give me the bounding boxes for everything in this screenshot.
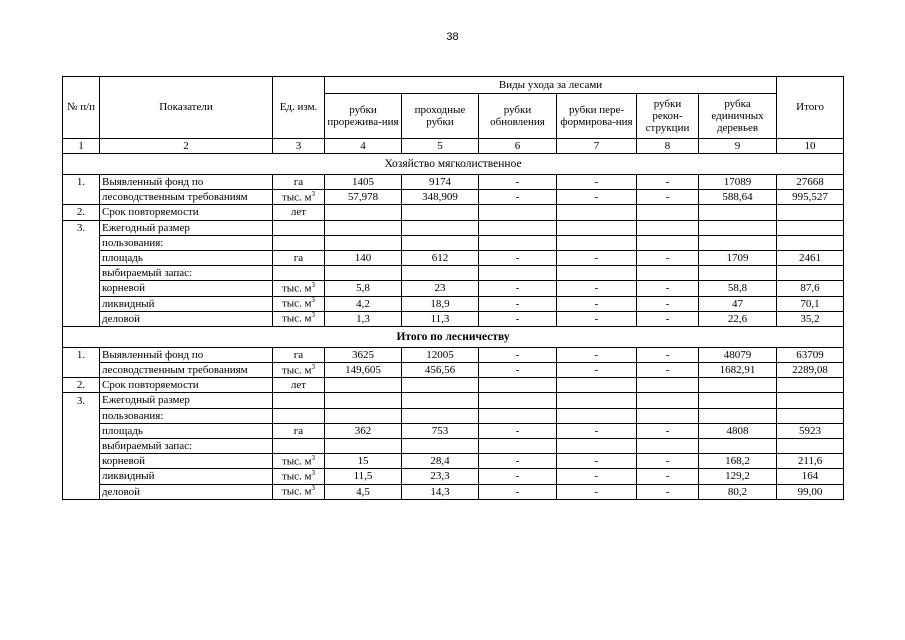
- value-cell: -: [479, 281, 557, 296]
- header-row-1: [63, 77, 844, 94]
- row-number: 1.: [63, 175, 100, 190]
- value-cell: [699, 378, 777, 393]
- unit-text: тыс. м: [281, 455, 312, 468]
- header-unit: Ед. изм.: [273, 77, 325, 139]
- row-number: [63, 250, 100, 265]
- row-number: 3.: [63, 393, 100, 408]
- unit-text: тыс. м: [281, 313, 312, 326]
- row-unit: [273, 235, 325, 250]
- value-cell: [557, 220, 637, 235]
- value-cell: [557, 235, 637, 250]
- value-cell: -: [557, 250, 637, 265]
- value-cell: -: [637, 175, 699, 190]
- value-cell: -: [557, 363, 637, 378]
- value-cell: -: [479, 423, 557, 438]
- row-label: пользования:: [100, 235, 273, 250]
- unit-superscript: 3: [311, 453, 316, 462]
- unit-text: лет: [290, 379, 307, 392]
- row-number: 3.: [63, 220, 100, 235]
- table-row: [63, 454, 844, 469]
- value-cell: -: [479, 454, 557, 469]
- row-unit: [273, 205, 325, 220]
- value-cell: 4,5: [325, 484, 402, 499]
- table-row: [63, 190, 844, 205]
- row-number: [63, 266, 100, 281]
- forest-care-table: [62, 76, 844, 500]
- value-cell: -: [557, 175, 637, 190]
- value-cell: 80,2: [699, 484, 777, 499]
- value-cell: [479, 439, 557, 454]
- table-row: [63, 296, 844, 311]
- value-cell: -: [637, 190, 699, 205]
- value-cell: -: [557, 311, 637, 326]
- header-reconstruction-cuts: рубки рекон-струкции: [637, 94, 699, 139]
- header-no: № п/п: [63, 77, 100, 139]
- value-cell: [325, 205, 402, 220]
- section-header-row: [63, 326, 844, 347]
- header-care-types: Виды ухода за лесами: [325, 77, 777, 94]
- row-unit: [273, 363, 325, 378]
- row-unit: [273, 281, 325, 296]
- col-number: 2: [100, 139, 273, 154]
- value-cell: 63709: [777, 347, 844, 362]
- value-cell: -: [637, 484, 699, 499]
- value-cell: 362: [325, 423, 402, 438]
- value-cell: [637, 378, 699, 393]
- value-cell: 588,64: [699, 190, 777, 205]
- header-thinning: рубки прорежива-ния: [325, 94, 402, 139]
- value-cell: 348,909: [402, 190, 479, 205]
- table-row: [63, 281, 844, 296]
- row-unit: [273, 469, 325, 484]
- value-cell: 17089: [699, 175, 777, 190]
- value-cell: 753: [402, 423, 479, 438]
- value-cell: [699, 393, 777, 408]
- value-cell: 18,9: [402, 296, 479, 311]
- value-cell: -: [479, 469, 557, 484]
- value-cell: 58,8: [699, 281, 777, 296]
- value-cell: [402, 235, 479, 250]
- header-renewal-cuts: рубки обновления: [479, 94, 557, 139]
- value-cell: 5,8: [325, 281, 402, 296]
- row-label: площадь: [100, 250, 273, 265]
- row-unit: [273, 423, 325, 438]
- table-row: [63, 311, 844, 326]
- unit-text: тыс. м: [281, 485, 312, 498]
- value-cell: -: [557, 347, 637, 362]
- section-title: Итого по лесничеству: [63, 326, 844, 347]
- unit-text: га: [293, 348, 304, 361]
- value-cell: [479, 205, 557, 220]
- value-cell: [557, 393, 637, 408]
- unit-text: тыс. м: [281, 191, 312, 204]
- row-unit: [273, 175, 325, 190]
- header-single-tree-cut: рубка единичных деревьев: [699, 94, 777, 139]
- value-cell: [777, 408, 844, 423]
- unit-text: лет: [290, 206, 307, 219]
- value-cell: 211,6: [777, 454, 844, 469]
- row-label: корневой: [100, 454, 273, 469]
- row-label: ликвидный: [100, 296, 273, 311]
- value-cell: -: [557, 190, 637, 205]
- header-indicators: Показатели: [100, 77, 273, 139]
- value-cell: -: [479, 175, 557, 190]
- table-row: [63, 175, 844, 190]
- row-unit: [273, 296, 325, 311]
- unit-superscript: 3: [311, 362, 316, 371]
- value-cell: 2289,08: [777, 363, 844, 378]
- table-row: [63, 266, 844, 281]
- page-number: 38: [446, 31, 459, 43]
- value-cell: [325, 439, 402, 454]
- row-number: 2.: [63, 205, 100, 220]
- row-label: Срок повторяемости: [100, 378, 273, 393]
- unit-superscript: 3: [311, 484, 316, 493]
- table-row: [63, 220, 844, 235]
- header-passing-cuts: проходные рубки: [402, 94, 479, 139]
- value-cell: [777, 378, 844, 393]
- row-number: [63, 363, 100, 378]
- unit-superscript: 3: [311, 281, 316, 290]
- value-cell: [699, 408, 777, 423]
- value-cell: -: [479, 250, 557, 265]
- row-number: [63, 423, 100, 438]
- row-number: [63, 281, 100, 296]
- value-cell: 129,2: [699, 469, 777, 484]
- table-row: [63, 235, 844, 250]
- value-cell: 22,6: [699, 311, 777, 326]
- row-number: [63, 484, 100, 499]
- value-cell: 48079: [699, 347, 777, 362]
- value-cell: -: [637, 311, 699, 326]
- row-number: [63, 439, 100, 454]
- unit-text: тыс. м: [281, 297, 312, 310]
- value-cell: 47: [699, 296, 777, 311]
- value-cell: 995,527: [777, 190, 844, 205]
- value-cell: [557, 205, 637, 220]
- header-reformation-cuts: рубки пере-формирова-ния: [557, 94, 637, 139]
- value-cell: [637, 235, 699, 250]
- value-cell: 1709: [699, 250, 777, 265]
- table-row: [63, 205, 844, 220]
- table-row: [63, 347, 844, 362]
- value-cell: 4808: [699, 423, 777, 438]
- table-row: [63, 439, 844, 454]
- table-row: [63, 378, 844, 393]
- value-cell: [699, 220, 777, 235]
- value-cell: [699, 266, 777, 281]
- col-number: 6: [479, 139, 557, 154]
- value-cell: -: [637, 423, 699, 438]
- value-cell: [479, 266, 557, 281]
- row-unit: [273, 220, 325, 235]
- value-cell: 23,3: [402, 469, 479, 484]
- value-cell: -: [637, 469, 699, 484]
- value-cell: [637, 220, 699, 235]
- table-row: [63, 363, 844, 378]
- unit-text: га: [293, 424, 304, 437]
- value-cell: 2461: [777, 250, 844, 265]
- row-unit: [273, 190, 325, 205]
- unit-text: тыс. м: [281, 364, 312, 377]
- unit-superscript: 3: [311, 296, 316, 305]
- row-unit: [273, 454, 325, 469]
- value-cell: [479, 378, 557, 393]
- unit-superscript: 3: [311, 189, 316, 198]
- value-cell: -: [557, 454, 637, 469]
- row-label: Ежегодный размер: [100, 220, 273, 235]
- table-row: [63, 408, 844, 423]
- value-cell: 11,5: [325, 469, 402, 484]
- value-cell: [777, 439, 844, 454]
- table-row: [63, 393, 844, 408]
- value-cell: [557, 439, 637, 454]
- row-number: 1.: [63, 347, 100, 362]
- value-cell: [637, 205, 699, 220]
- value-cell: [637, 266, 699, 281]
- value-cell: 5923: [777, 423, 844, 438]
- value-cell: 35,2: [777, 311, 844, 326]
- value-cell: [557, 408, 637, 423]
- row-label: пользования:: [100, 408, 273, 423]
- row-number: 2.: [63, 378, 100, 393]
- value-cell: 28,4: [402, 454, 479, 469]
- col-number: 7: [557, 139, 637, 154]
- value-cell: 149,605: [325, 363, 402, 378]
- value-cell: [479, 408, 557, 423]
- row-unit: [273, 484, 325, 499]
- row-label: площадь: [100, 423, 273, 438]
- value-cell: [402, 266, 479, 281]
- value-cell: 612: [402, 250, 479, 265]
- value-cell: -: [557, 296, 637, 311]
- row-label: деловой: [100, 484, 273, 499]
- value-cell: 4,2: [325, 296, 402, 311]
- col-number: 10: [777, 139, 844, 154]
- value-cell: [479, 220, 557, 235]
- value-cell: [637, 439, 699, 454]
- row-unit: [273, 266, 325, 281]
- value-cell: [699, 235, 777, 250]
- value-cell: 57,978: [325, 190, 402, 205]
- row-unit: [273, 347, 325, 362]
- value-cell: 23: [402, 281, 479, 296]
- value-cell: [557, 378, 637, 393]
- row-label: выбираемый запас:: [100, 439, 273, 454]
- value-cell: -: [637, 250, 699, 265]
- value-cell: [325, 393, 402, 408]
- value-cell: [637, 408, 699, 423]
- value-cell: -: [637, 347, 699, 362]
- row-label: Ежегодный размер: [100, 393, 273, 408]
- value-cell: [325, 266, 402, 281]
- value-cell: -: [479, 296, 557, 311]
- value-cell: 9174: [402, 175, 479, 190]
- value-cell: [402, 205, 479, 220]
- value-cell: -: [557, 423, 637, 438]
- value-cell: -: [637, 454, 699, 469]
- value-cell: [699, 439, 777, 454]
- value-cell: [479, 235, 557, 250]
- col-number: 9: [699, 139, 777, 154]
- value-cell: 1405: [325, 175, 402, 190]
- unit-text: га: [293, 176, 304, 189]
- row-label: Выявленный фонд по: [100, 175, 273, 190]
- value-cell: -: [479, 363, 557, 378]
- value-cell: 168,2: [699, 454, 777, 469]
- row-number: [63, 235, 100, 250]
- column-numbers-row: [63, 139, 844, 154]
- value-cell: [402, 393, 479, 408]
- value-cell: 164: [777, 469, 844, 484]
- row-number: [63, 296, 100, 311]
- table-row: [63, 484, 844, 499]
- row-number: [63, 469, 100, 484]
- unit-text: га: [293, 251, 304, 264]
- value-cell: -: [479, 190, 557, 205]
- header-total: Итого: [777, 77, 844, 139]
- row-label: деловой: [100, 311, 273, 326]
- col-number: 1: [63, 139, 100, 154]
- value-cell: [325, 220, 402, 235]
- value-cell: [402, 220, 479, 235]
- value-cell: -: [479, 311, 557, 326]
- col-number: 8: [637, 139, 699, 154]
- row-label: лесоводственным требованиям: [100, 363, 273, 378]
- value-cell: [777, 266, 844, 281]
- row-label: Выявленный фонд по: [100, 347, 273, 362]
- value-cell: 12005: [402, 347, 479, 362]
- value-cell: -: [479, 484, 557, 499]
- value-cell: -: [557, 281, 637, 296]
- value-cell: [325, 408, 402, 423]
- value-cell: 27668: [777, 175, 844, 190]
- value-cell: 140: [325, 250, 402, 265]
- value-cell: [637, 393, 699, 408]
- value-cell: [325, 235, 402, 250]
- row-unit: [273, 439, 325, 454]
- row-label: Срок повторяемости: [100, 205, 273, 220]
- row-label: лесоводственным требованиям: [100, 190, 273, 205]
- col-number: 3: [273, 139, 325, 154]
- value-cell: 87,6: [777, 281, 844, 296]
- unit-text: тыс. м: [281, 470, 312, 483]
- table-row: [63, 469, 844, 484]
- row-label: ликвидный: [100, 469, 273, 484]
- value-cell: [402, 408, 479, 423]
- row-unit: [273, 311, 325, 326]
- value-cell: 14,3: [402, 484, 479, 499]
- row-unit: [273, 250, 325, 265]
- value-cell: [777, 220, 844, 235]
- row-number: [63, 454, 100, 469]
- unit-text: тыс. м: [281, 282, 312, 295]
- row-label: выбираемый запас:: [100, 266, 273, 281]
- unit-superscript: 3: [311, 469, 316, 478]
- value-cell: -: [557, 469, 637, 484]
- table-row: [63, 250, 844, 265]
- value-cell: 1682,91: [699, 363, 777, 378]
- row-number: [63, 311, 100, 326]
- row-unit: [273, 378, 325, 393]
- value-cell: [479, 393, 557, 408]
- value-cell: [777, 393, 844, 408]
- row-number: [63, 408, 100, 423]
- row-label: корневой: [100, 281, 273, 296]
- value-cell: 1,3: [325, 311, 402, 326]
- value-cell: -: [637, 296, 699, 311]
- value-cell: -: [637, 363, 699, 378]
- unit-superscript: 3: [311, 311, 316, 320]
- value-cell: [402, 439, 479, 454]
- value-cell: [777, 235, 844, 250]
- row-number: [63, 190, 100, 205]
- value-cell: [777, 205, 844, 220]
- value-cell: 3625: [325, 347, 402, 362]
- value-cell: 11,3: [402, 311, 479, 326]
- value-cell: 456,56: [402, 363, 479, 378]
- value-cell: 15: [325, 454, 402, 469]
- value-cell: [699, 205, 777, 220]
- section-title: Хозяйство мягколиственное: [63, 154, 844, 175]
- value-cell: -: [637, 281, 699, 296]
- table-row: [63, 423, 844, 438]
- row-unit: [273, 393, 325, 408]
- value-cell: [325, 378, 402, 393]
- col-number: 4: [325, 139, 402, 154]
- value-cell: -: [557, 484, 637, 499]
- value-cell: [402, 378, 479, 393]
- row-unit: [273, 408, 325, 423]
- value-cell: -: [479, 347, 557, 362]
- section-header-row: [63, 154, 844, 175]
- value-cell: 99,00: [777, 484, 844, 499]
- col-number: 5: [402, 139, 479, 154]
- value-cell: 70,1: [777, 296, 844, 311]
- value-cell: [557, 266, 637, 281]
